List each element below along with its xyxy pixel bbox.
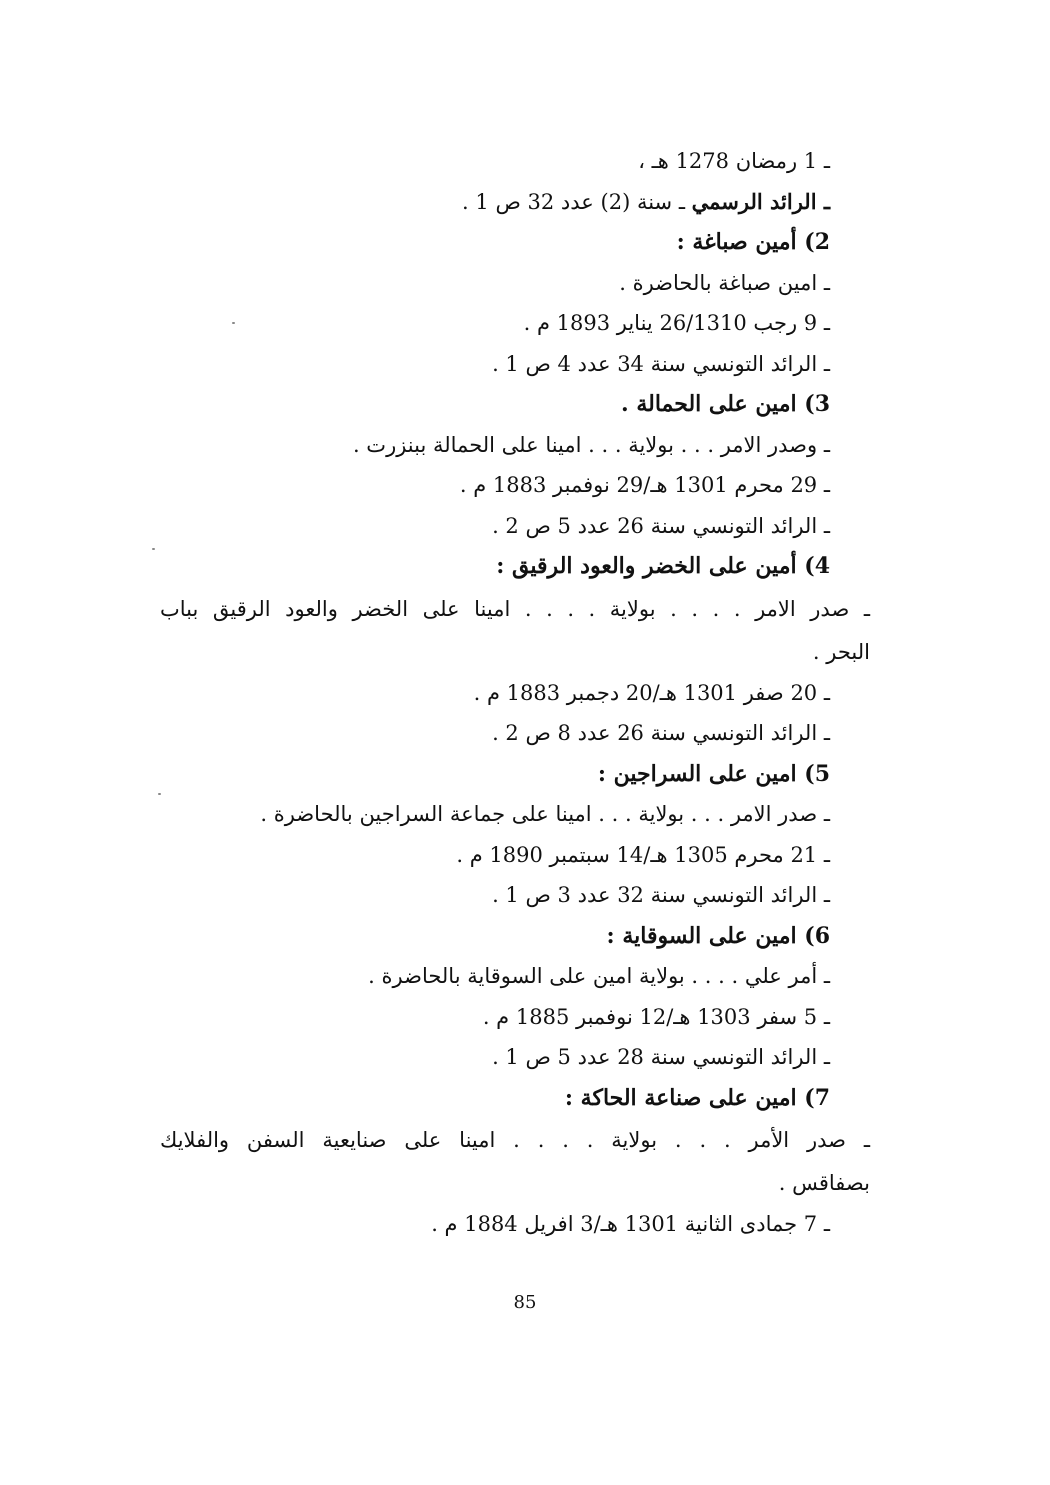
entry-line: ـ امين صباغة بالحاضرة .	[619, 270, 830, 295]
section-heading: 6) امين على السوقاية :	[606, 922, 830, 949]
entry-line: ـ 5 سفر 1303 هـ/12 نوفمبر 1885 م .	[482, 1004, 830, 1029]
scan-speck	[152, 548, 155, 550]
entry-line: ـ 29 محرم 1301 هـ/29 نوفمبر 1883 م .	[459, 473, 830, 497]
entry-line	[160, 182, 870, 223]
section-heading: 7) امين على صناعة الحاكة :	[564, 1084, 830, 1111]
entry-line: ـ الرائد التونسي سنة 26 عدد 8 ص 2 .	[492, 721, 830, 745]
entry-line-continuation: بصفاقس .	[778, 1171, 870, 1195]
entry-line: ـ أمر علي . . . . بولاية امين على السوقاية بالحاضرة .	[368, 964, 830, 988]
entry-line: ـ الرائد التونسي سنة 26 عدد 5 ص 2 .	[492, 513, 830, 538]
entry-line-full: ـ صدر الامر . . . . بولاية . . . . امينا على الخضر والعود الرقيق بباب	[160, 596, 870, 621]
section-heading: 4) أمين على الخضر والعود الرقيق :	[496, 553, 830, 579]
entry-line: ـ 20 صفر 1301 هـ/20 دجمبر 1883 م .	[473, 680, 830, 705]
entry-text: ـ سنة (2) عدد 32 ص 1 .	[462, 189, 692, 214]
scan-speck	[158, 793, 161, 795]
entry-line: ـ 21 محرم 1305 هـ/14 سبتمبر 1890 م .	[456, 842, 830, 867]
entry-line: ـ وصدر الامر . . . بولاية . . . امينا على الحمالة ببنزرت .	[352, 432, 830, 457]
scan-speck	[232, 322, 235, 324]
entry-line: ـ الرائد التونسي سنة 28 عدد 5 ص 1 .	[492, 1045, 830, 1069]
page-number: 85	[513, 1292, 537, 1313]
entry-line: ـ 7 جمادى الثانية 1301 هـ/3 افريل 1884 م .	[431, 1212, 830, 1236]
entry-lead: ـ الرائد الرسمي	[691, 188, 830, 214]
entry-line: ـ صدر الامر . . . بولاية . . . امينا على جماعة السراجين بالحاضرة .	[260, 802, 830, 826]
entry-line: ـ 9 رجب 26/1310 يناير 1893 م .	[523, 311, 830, 335]
page-body	[160, 141, 870, 1245]
section-heading: 3) امين على الحمالة .	[621, 391, 830, 417]
entry-line: ـ الرائد التونسي سنة 32 عدد 3 ص 1 .	[492, 883, 830, 907]
section-heading: 2) أمين صباغة :	[676, 229, 830, 255]
entry-line: ـ 1 رمضان 1278 هـ ،	[638, 149, 830, 173]
entry-line-continuation: البحر .	[812, 639, 870, 664]
section-heading: 5) امين على السراجين :	[597, 760, 830, 787]
entry-line-full: ـ صدر الأمر . . . بولاية . . . . امينا على صنايعية السفن والفلايك	[160, 1128, 870, 1152]
entry-line: ـ الرائد التونسي سنة 34 عدد 4 ص 1 .	[492, 351, 830, 376]
